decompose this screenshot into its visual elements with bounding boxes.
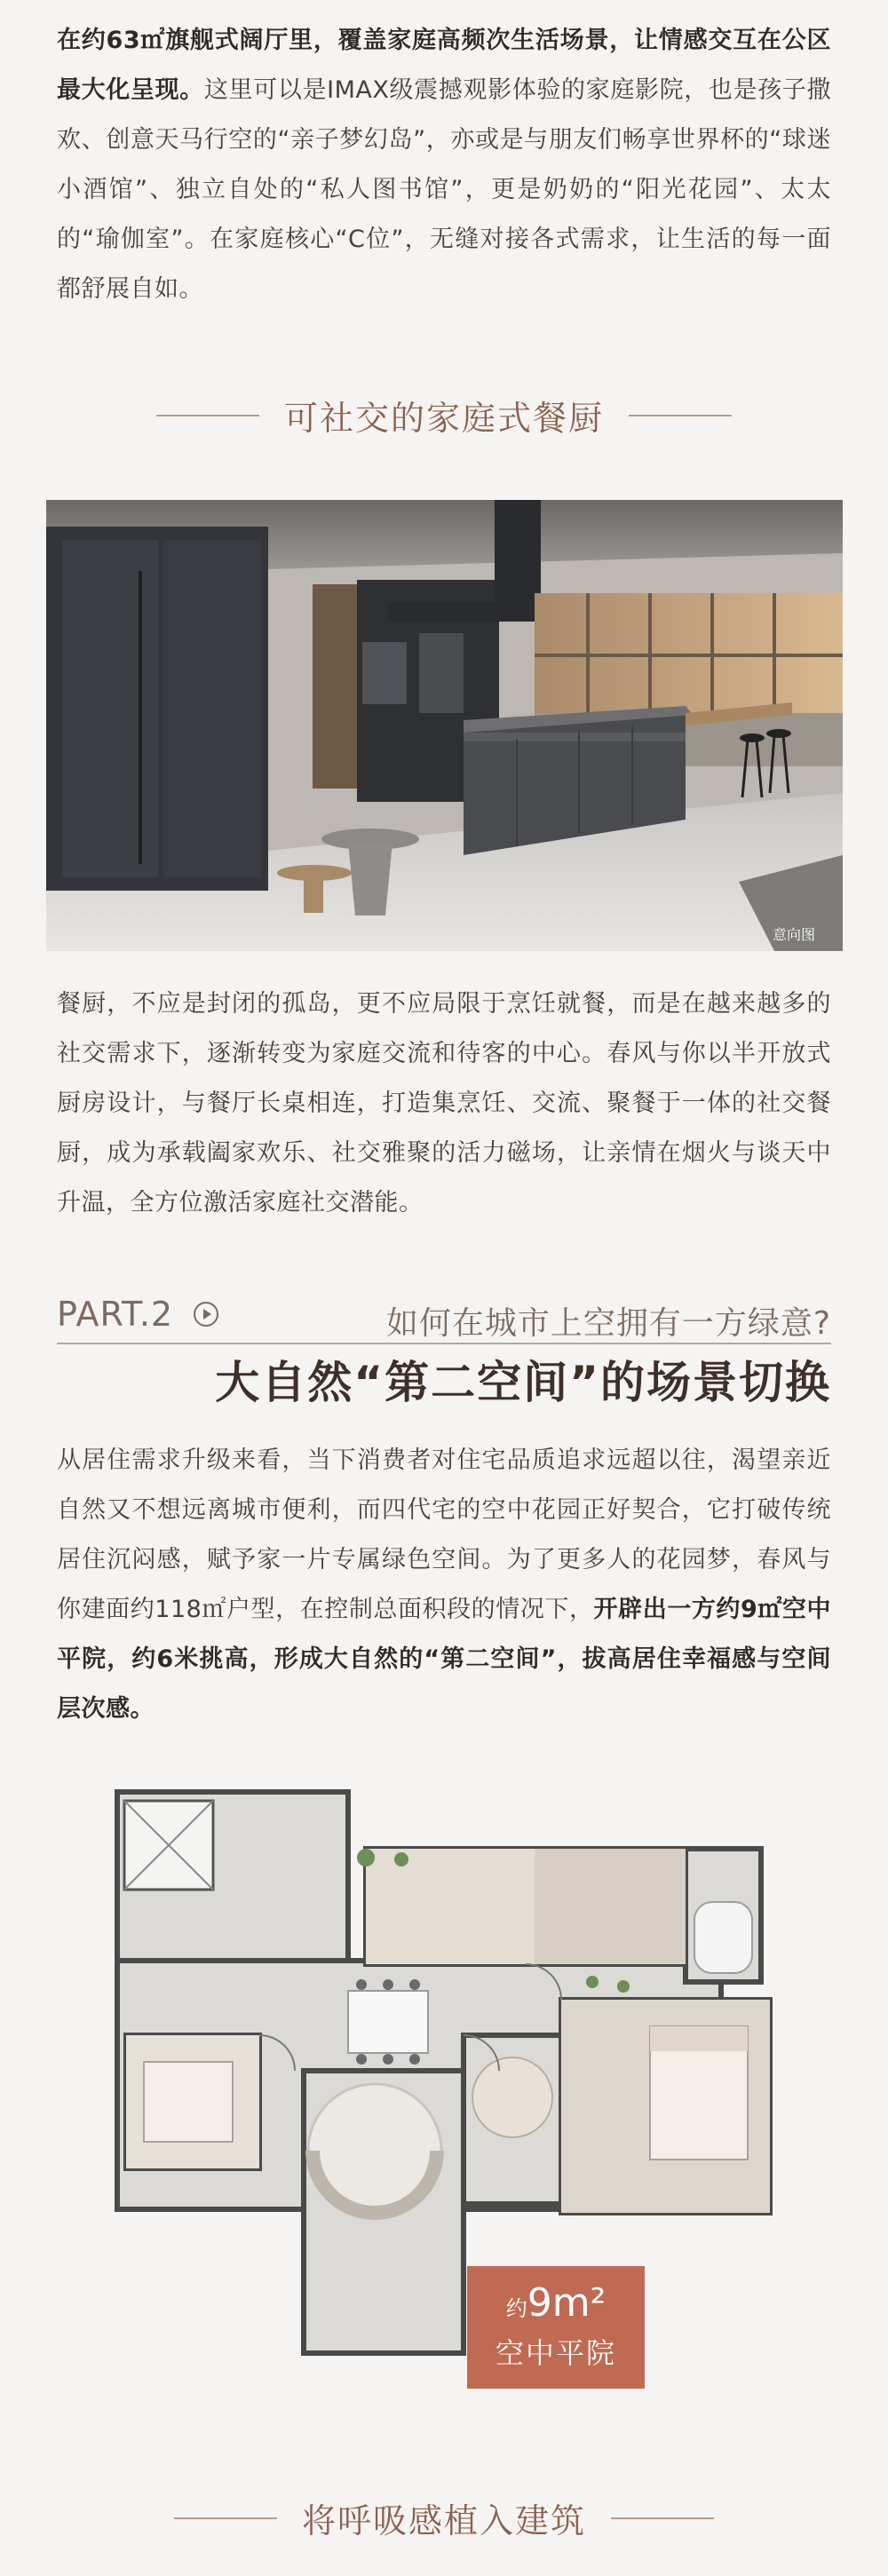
sky-garden-badge	[467, 2266, 645, 2389]
heading-rule-right	[629, 415, 732, 416]
intro-bold-lead: 在约63㎡旗舰式阔厅里，覆盖家庭高频次生活场景，让情感交互在公区最大化呈现。	[57, 27, 831, 104]
photo-watermark: 意向图	[773, 928, 816, 943]
intro-paragraph	[57, 16, 831, 314]
part-title: 大自然“第二空间”的场景切换	[215, 1357, 831, 1408]
part-question: 如何在城市上空拥有一方绿意?	[385, 1305, 831, 1342]
heading-rule-left	[174, 2517, 277, 2519]
badge-size-line	[467, 2280, 645, 2326]
kitchen-photo	[46, 500, 843, 951]
kitchen-paragraph: 餐厨，不应是封闭的孤岛，更不应局限于烹饪就餐，而是在越来越多的社交需求下，逐渐转变为家庭交流和待客的中心。春风与你以半开放式厨房设计，与餐厅长桌相连，打造集烹饪、交流、聚餐于一体的社交餐厨，成为承载阖家欢乐、社交雅聚的活力磁场，让亲情在烟火与谈天中升温，全方位激活家庭社交潜能。	[57, 990, 831, 1217]
heading-rule-right	[611, 2517, 714, 2519]
floor-plan-drawing	[99, 1760, 789, 2389]
section-heading-text: 将呼吸感植入建筑	[301, 2501, 586, 2540]
section-heading-breathing	[0, 2493, 888, 2542]
section-heading-kitchen	[0, 391, 888, 440]
play-circle-icon	[194, 1302, 218, 1327]
badge-label: 空中平院	[495, 2336, 616, 2370]
part2-header	[57, 1289, 831, 1344]
kitchen-illustration	[46, 500, 843, 951]
badge-prefix: 约	[505, 2296, 527, 2321]
part2-paragraph	[57, 1436, 831, 1734]
badge-size: 9m²	[527, 2280, 607, 2326]
part2-body-bold: 开辟出一方约9㎡空中平院，约6米挑高，形成大自然的“第二空间”，拔高居住幸福感与空间层次感。	[57, 1596, 831, 1723]
floor-plan	[99, 1760, 789, 2389]
section-heading-text: 可社交的家庭式餐厨	[283, 399, 604, 438]
part-label: PART.2	[57, 1295, 174, 1334]
part2-body-normal: 从居住需求升级来看，当下消费者对住宅品质追求远超以往，渴望亲近自然又不想远离城市便利，而四代宅的空中花园正好契合，它打破传统居住沉闷感，赋予家一片专属绿色空间。为了更多人的花园梦，春风与你建面约118㎡户型，在控制总面积段的情况下，	[57, 1447, 831, 1623]
heading-rule-left	[156, 415, 259, 416]
intro-body: 这里可以是IMAX级震撼观影体验的家庭影院，也是孩子撒欢、创意天马行空的“亲子梦幻岛”，亦或是与朋友们畅享世界杯的“球迷小酒馆”、独立自处的“私人图书馆”，更是奶奶的“阳光花园”、太太的“瑜伽室”。在家庭核心“C位”，无缝对接各式需求，让生活的每一面都舒展自如。	[57, 76, 831, 303]
